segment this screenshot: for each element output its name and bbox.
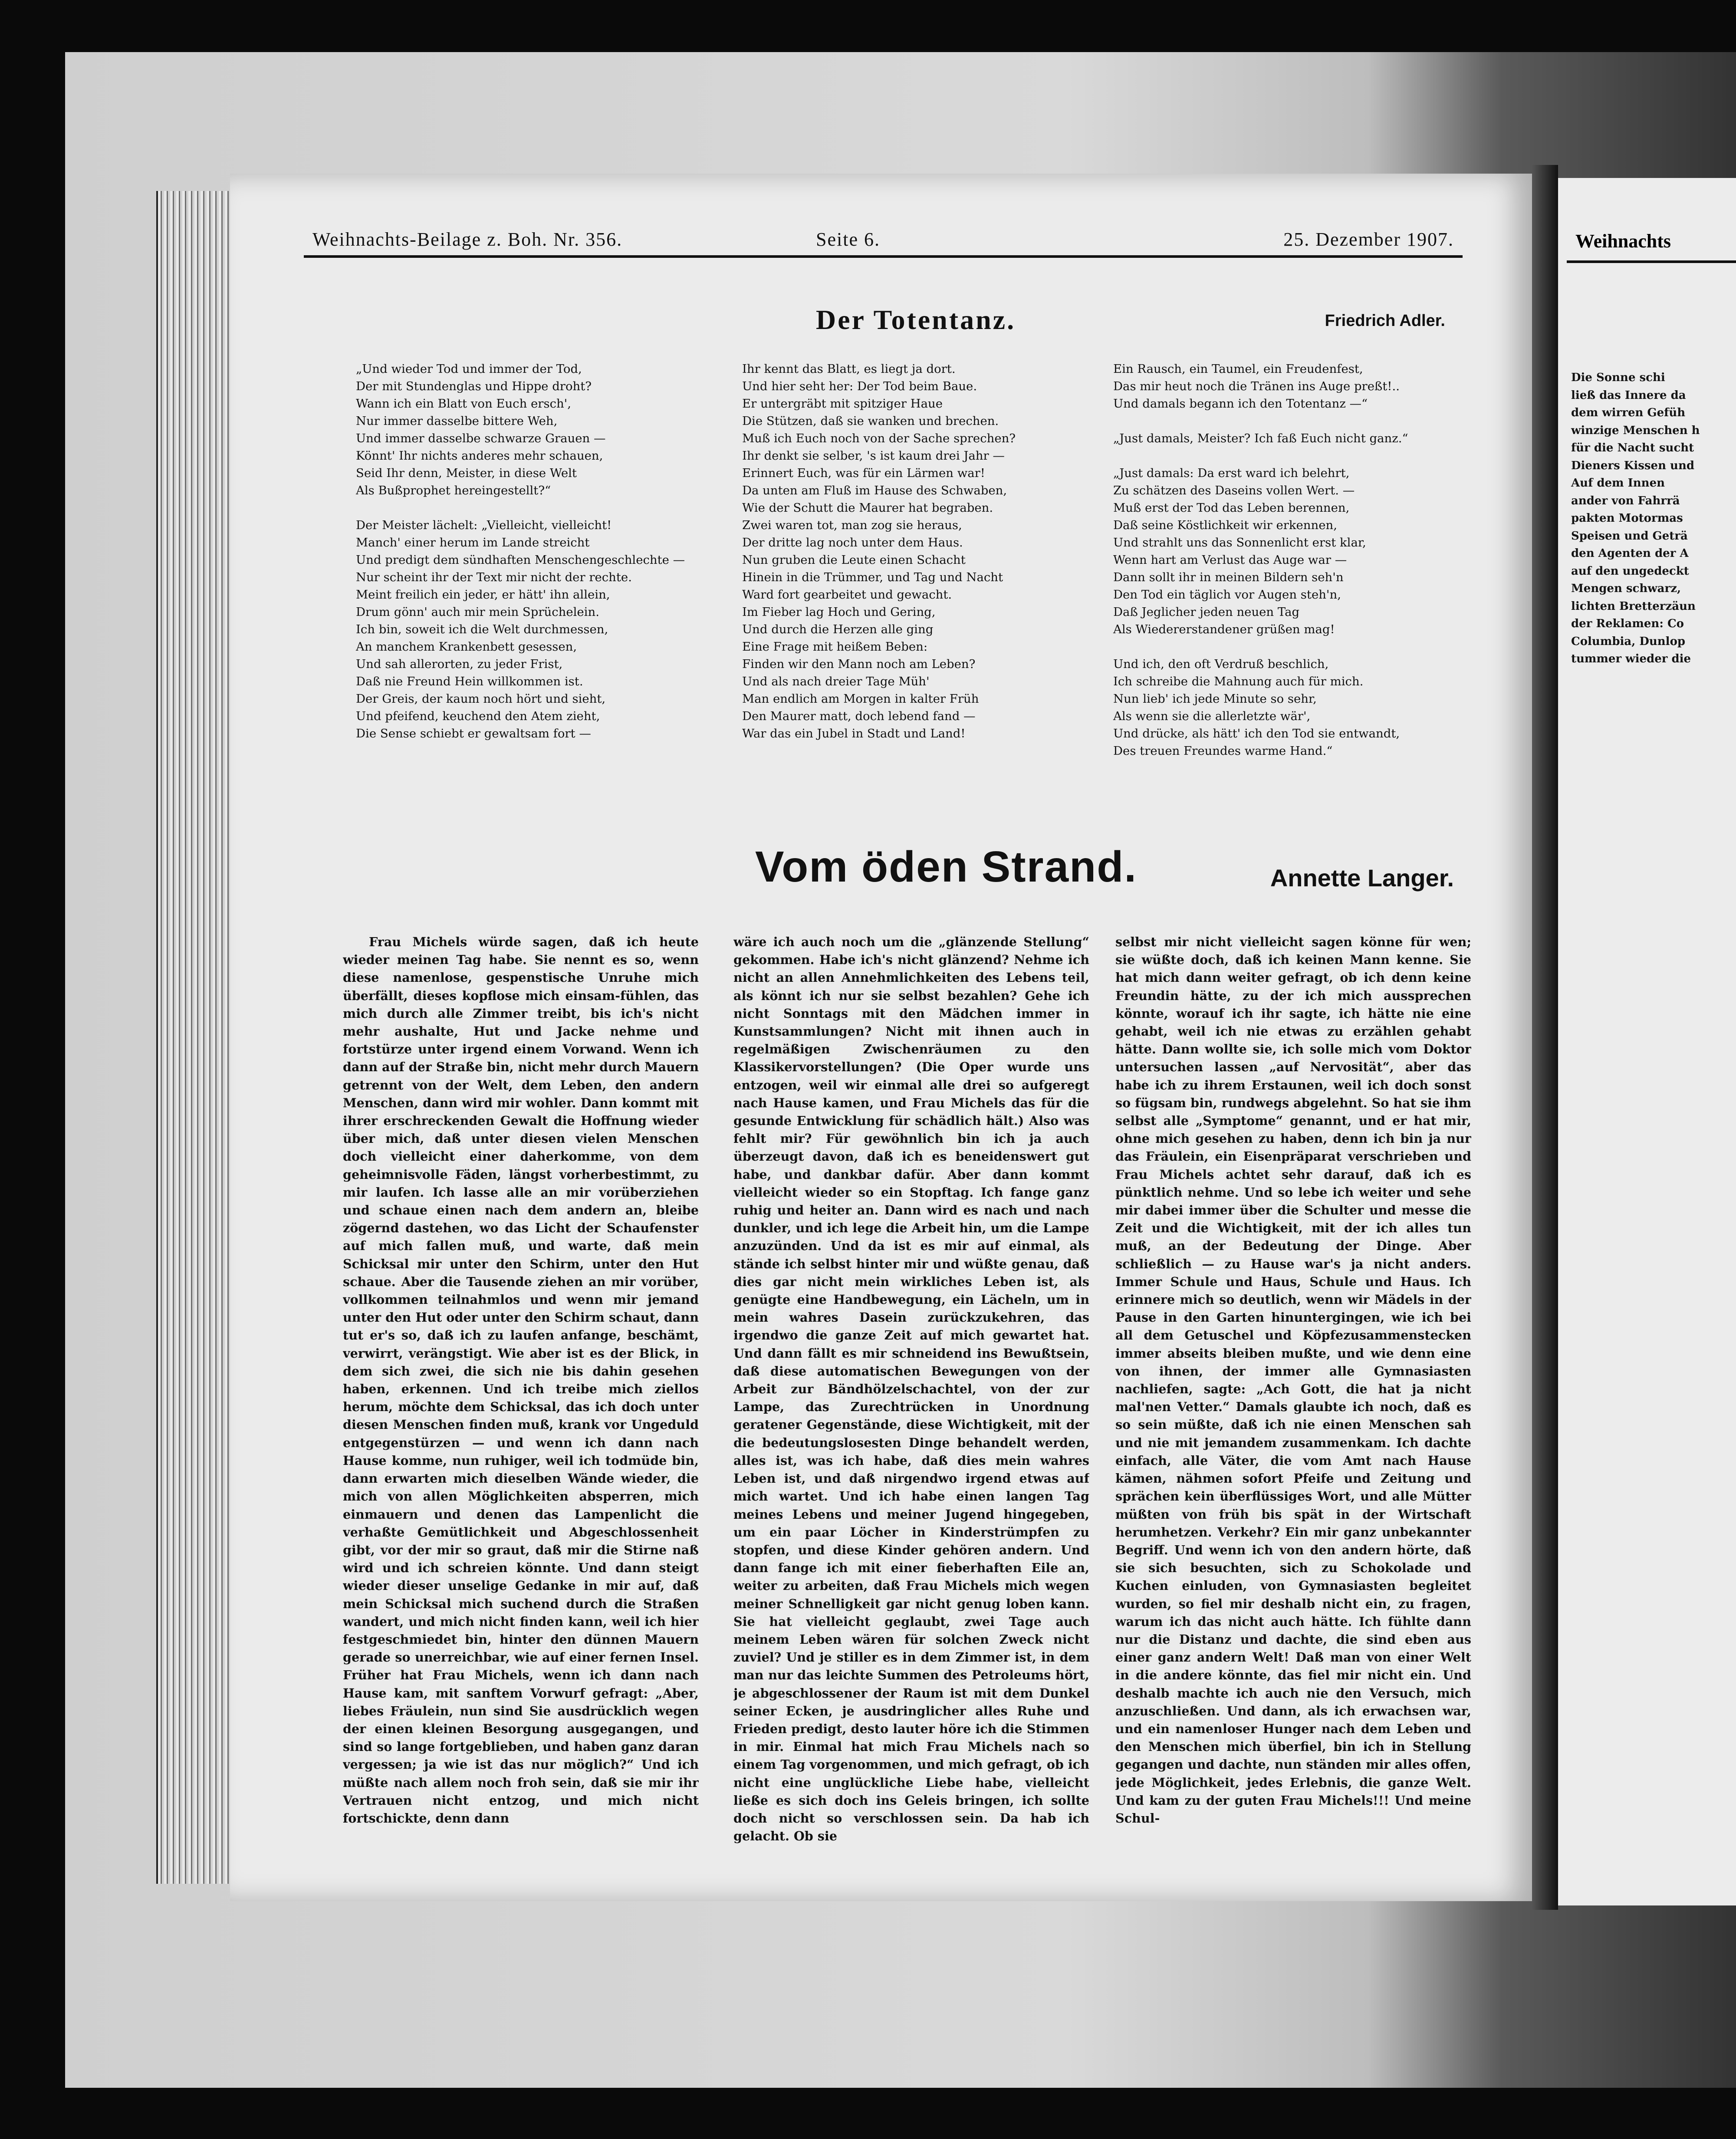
story-column-3	[1115, 933, 1471, 1849]
text-line: Und predigt dem sündhaften Menschengeschlechte —	[356, 553, 685, 567]
text-line: der Reklamen: Co	[1571, 617, 1684, 630]
text-line: Finden wir den Mann noch am Leben?	[742, 657, 976, 671]
adjacent-page	[1558, 178, 1736, 1905]
text-line: den Agenten der A	[1571, 547, 1689, 560]
text-line	[1113, 412, 1408, 430]
text-line: Muß erst der Tod das Leben berennen,	[1113, 501, 1350, 515]
adjacent-header-rule	[1567, 260, 1736, 263]
story-column-1	[343, 933, 699, 1849]
text-line: An manchem Krankenbett gesessen,	[356, 640, 577, 654]
text-line: Daß seine Köstlichkeit wir erkennen,	[1113, 518, 1337, 532]
text-line: Und strahlt uns das Sonnenlicht erst klar,	[1113, 536, 1366, 550]
text-line: Könnt' Ihr nichts anderes mehr schauen,	[356, 449, 603, 463]
text-line: Und pfeifend, keuchend den Atem zieht,	[356, 709, 600, 723]
text-line: Als Bußprophet hereingestellt?“	[356, 484, 551, 497]
adjacent-page-header: Weihnachts	[1575, 230, 1671, 252]
text-line: Ich bin, soweit ich die Welt durchmessen,	[356, 622, 608, 636]
text-line: für die Nacht sucht	[1571, 441, 1694, 454]
text-line: tummer wieder die	[1571, 652, 1691, 665]
text-line: Man endlich am Morgen in kalter Früh	[742, 692, 979, 706]
text-line: Und immer dasselbe schwarze Grauen —	[356, 431, 606, 445]
text-line: Seid Ihr denn, Meister, in diese Welt	[356, 466, 577, 480]
text-line: lichten Bretterzäun	[1571, 599, 1696, 613]
text-line: „Just damals: Da erst ward ich belehrt,	[1113, 466, 1350, 480]
text-line: Hinein in die Trümmer, und Tag und Nacht	[742, 570, 1003, 584]
text-line: „Und wieder Tod und immer der Tod,	[356, 362, 582, 376]
text-line: Da unten am Fluß im Hause des Schwaben,	[742, 484, 1007, 497]
text-line	[356, 499, 685, 517]
newspaper-page	[230, 174, 1532, 1901]
text-line	[1113, 447, 1408, 464]
text-line: Nur immer dasselbe bittere Weh,	[356, 414, 558, 428]
text-line: dem wirren Gefüh	[1571, 406, 1686, 419]
text-line: Nun gruben die Leute einen Schacht	[742, 553, 966, 567]
text-line: Wann ich ein Blatt von Euch ersch',	[356, 397, 571, 411]
story-author: Annette Langer.	[1270, 864, 1454, 892]
text-line: Im Fieber lag Hoch und Gering,	[742, 605, 936, 619]
text-line: Und hier seht her: Der Tod beim Baue.	[742, 379, 977, 393]
adjacent-page-text	[1571, 369, 1736, 668]
story-text: wäre ich auch noch um die „glänzende Stellung“ gekommen. Habe ich's nicht glänzend? Nehme ich nicht an allen Annehmlichkeiten des Lebens teil, als könnt ich nur sie selbst bezahlen? Gehe ich nicht Sonntags mit den Mädchen immer in Kunstsammlungen? Nicht mit ihnen auch in regelmäßigen Zwischenräumen zu den Klassikervorstellungen? (Die Oper wurde uns entzogen, weil wir einmal alle drei so aufgeregt nach Hause kamen, und Frau Michels das für die gesunde Entwicklung für schädlich hält.) Also was fehlt mir? Für gewöhnlich bin ich ja auch überzeugt davon, daß ich es beneidenswert gut habe, und dankbar dafür. Aber dann kommt vielleicht wieder so ein Stopftag. Ich fange ganz ruhig und heiter an. Dann wird es nach und nach dunkler, und ich lege die Arbeit hin, um die Lampe anzuzünden. Und da ist es mir auf einmal, als stände ich selbst hinter mir und wüßte genau, daß dies gar nicht mein wirkliches Leben ist, als genügte eine Handbewegung, ein Lächeln, um in mein wahres Dasein zurückzukehren, das irgendwo die ganze Zeit auf mich gewartet hat. Und dann fällt es mir schneidend ins Bewußtsein, daß diese automatischen Bewegungen von der Arbeit zur Bändhölzelschachtel, von der zur Lampe, das Zurechtrücken in Unordnung geratener Gegenstände, diese Wichtigkeit, mit der die bedeutungslosesten Dinge behandelt werden, alles ist, was ich habe, daß dies mein wahres Leben ist, und daß nirgendwo irgend etwas auf mich wartet. Und ich habe einen langen Tag meines Lebens und meiner Jugend hingegeben, um ein paar Löcher in Kinderstrümpfen zu stopfen, und diese Kinder gehören andern. Und dann fange ich mit einer fieberhaften Eile an, weiter zu arbeiten, daß Frau Michels mich wegen meiner Schnelligkeit gar nicht genug loben kann. Sie hat vielleicht geglaubt, zwei Tage auch meinem Leben wären für solchen Zweck nicht zuviel? Und je stiller es in dem Zimmer ist, in dem man nur das leichte Summen des Petroleums hört, je abgeschlossener der Raum ist mit dem Dunkel seiner Ecken, je ausdringlicher alles Ruhe und Frieden predigt, desto lauter höre ich die Stimmen in mir. Einmal hat mich Frau Michels nach so einem Tag vorgenommen, und mich gefragt, ob ich nicht eine unglückliche Liebe habe, vielleicht ließe es sich doch ins Geleis bringen, ich sollte doch nicht so verschlossen sein. Da hab ich gelacht. Ob sie	[733, 935, 1089, 1844]
poem-column-2	[742, 360, 1016, 742]
poem-column-1	[356, 360, 685, 742]
text-line: ließ das Innere da	[1571, 388, 1686, 402]
text-line: Des treuen Freundes warme Hand.“	[1113, 744, 1333, 758]
header-page-number: Seite 6.	[816, 229, 880, 250]
text-line: Und damals begann ich den Totentanz —“	[1113, 397, 1368, 411]
text-line: Mengen schwarz,	[1571, 582, 1681, 595]
text-line: Ihr denkt sie selber, 's ist kaum drei Jahr —	[742, 449, 1005, 463]
text-line: Meint freilich ein jeder, er hätt' ihn allein,	[356, 588, 610, 602]
text-line: Und ich, den oft Verdruß beschlich,	[1113, 657, 1329, 671]
header-date: 25. Dezember 1907.	[1283, 229, 1454, 250]
text-line: Speisen und Geträ	[1571, 529, 1688, 543]
text-line: Als wenn sie die allerletzte wär',	[1113, 709, 1311, 723]
text-line: Wenn hart am Verlust das Auge war —	[1113, 553, 1347, 567]
text-line: Dann sollt ihr in meinen Bildern seh'n	[1113, 570, 1344, 584]
text-line: Den Tod ein täglich vor Augen steh'n,	[1113, 588, 1341, 602]
poem-title: Der Totentanz.	[815, 304, 1016, 335]
text-line: „Just damals, Meister? Ich faß Euch nicht ganz.“	[1113, 431, 1408, 445]
text-line: Als Wiedererstandener grüßen mag!	[1113, 622, 1335, 636]
text-line: Auf dem Innen	[1571, 477, 1665, 490]
text-line: Eine Frage mit heißem Beben:	[742, 640, 928, 654]
text-line: Nun lieb' ich jede Minute so sehr,	[1113, 692, 1317, 706]
text-line: Der Meister lächelt: „Vielleicht, vielleicht!	[356, 518, 612, 532]
text-line: Ward fort gearbeitet und gewacht.	[742, 588, 952, 602]
text-line: Der Greis, der kaum noch hört und sieht,	[356, 692, 606, 706]
text-line: Ein Rausch, ein Taumel, ein Freudenfest,	[1113, 362, 1363, 376]
text-line: Erinnert Euch, was für ein Lärmen war!	[742, 466, 985, 480]
text-line: Und drücke, als hätt' ich den Tod sie entwandt,	[1113, 727, 1400, 740]
story-text: Frau Michels würde sagen, daß ich heute wieder meinen Tag habe. Sie nennt es so, wenn diese namenlose, gespenstische Unruhe mich überfällt, dieses kopflose mich einsam-fühlen, das mich durch alle Zimmer treibt, bis ich's nicht mehr aushalte, Hut und Jacke nehme und fortstürze unter irgend einem Vorwand. Wenn ich dann auf der Straße bin, nicht mehr durch Mauern getrennt von der Welt, dem Leben, den andern Menschen, dann wird mir wohler. Dann kommt mit ihrer erschreckenden Gewalt die Hoffnung wieder über mich, daß unter diesen vielen Menschen doch vielleicht einer daherkomme, von dem geheimnisvolle Fäden, längst vorherbestimmt, zu mir laufen. Ich lasse alle an mir vorüberziehen und schaue einen nach dem andern an, bleibe zögernd dastehen, wo das Licht der Schaufenster auf mich fallen muß, und warte, daß mein Schicksal mir unter den Schirm, unter den Hut schaue. Aber die Tausende ziehen an mir vorüber, vollkommen teilnahmlos und wenn mir jemand unter den Hut oder unter den Schirm schaut, dann tut er's so, daß ich zu laufen anfange, beschämt, verwirrt, verängstigt. Wie aber ist es der Blick, in dem sich zwei, die sich nie bis dahin gesehen haben, erkennen. Und ich treibe mich ziellos herum, möchte dem Schicksal, das ich doch unter diesen Menschen finden muß, krank vor Ungeduld entgegenstürzen — und wenn ich dann nach Hause komme, nun ruhiger, weil ich todmüde bin, dann erwarten mich dieselben Wände wieder, die mich von allen Möglichkeiten absperren, mich einmauern und denen das Lampenlicht die verhaßte Gemütlichkeit und Abgeschlossenheit gibt, vor der mir so graut, daß mir die Stirne naß wird und ich schreien könnte. Und dann steigt wieder dieser unselige Gedanke in mir auf, daß mein Schicksal mich suchend durch die Straßen wandert, und mich nicht finden kann, weil ich hier festgeschmiedet bin, hinter den dünnen Mauern gerade so unerreichbar, wie auf einer fernen Insel. Früher hat Frau Michels, wenn ich dann nach Hause kam, mit sanftem Vorwurf gefragt: „Aber, liebes Fräulein, nun sind Sie ausdrücklich wegen der einen kleinen Besorgung ausgegangen, und sind so lange fortgeblieben, und haben ganz daran vergessen; ja wie ist das nur möglich?“ Und ich müßte nach allem noch froh sein, daß sie mir ihr Vertrauen nicht entzog, und mich nicht fortschickte, denn dann	[343, 935, 699, 1826]
text-line: Ich schreibe die Mahnung auch für mich.	[1113, 675, 1364, 688]
text-line: Und sah allerorten, zu jeder Frist,	[356, 657, 563, 671]
text-line: Wie der Schutt die Maurer hat begraben.	[742, 501, 993, 515]
text-line: Muß ich Euch noch von der Sache sprechen?	[742, 431, 1016, 445]
poem-column-3	[1113, 360, 1408, 760]
text-line: Die Stützen, daß sie wanken und brechen.	[742, 414, 999, 428]
text-line: Dieners Kissen und	[1571, 459, 1695, 472]
text-line: Columbia, Dunlop	[1571, 635, 1686, 648]
text-line: pakten Motormas	[1571, 512, 1683, 525]
book-gutter	[1532, 165, 1558, 1910]
text-line: Die Sense schiebt er gewaltsam fort —	[356, 727, 591, 740]
text-line: Er untergräbt mit spitziger Haue	[742, 397, 943, 411]
text-line: Und durch die Herzen alle ging	[742, 622, 934, 636]
text-line	[1113, 638, 1408, 655]
story-column-2	[733, 933, 1089, 1849]
text-line: winzige Menschen h	[1571, 424, 1700, 437]
text-line: Drum gönn' auch mir mein Sprüchelein.	[356, 605, 599, 619]
story-text: selbst mir nicht vielleicht sagen könne für wen; sie wüßte doch, daß ich keinen Mann kenne. Sie hat mich dann weiter gefragt, ob ich denn keine Freundin hätte, zu der ich mich aussprechen könnte, worauf ich ihr sagte, ich hätte nie eine gehabt, weil ich nie etwas zu erzählen gehabt hätte. Dann wollte sie, ich solle mich vom Doktor untersuchen lassen „auf Nervosität“, aber das habe ich zu ihrem Erstaunen, weil ich doch sonst so fügsam bin, rundwegs abgelehnt. So hat sie ihm selbst alle „Symptome“ genannt, und er hat mir, ohne mich gesehen zu haben, denn ich bin ja nur das Fräulein, ein Eisenpräparat verschrieben und Frau Michels achtet sehr darauf, daß ich es pünktlich nehme. Und so lebe ich weiter und sehe mir dabei immer über die Schulter und messe die Zeit und die Wichtigkeit, mit der ich alles tun muß, an der Bedeutung der Dinge. Aber schließlich — zu Hause war's ja nicht anders. Immer Schule und Haus, Schule und Haus. Ich erinnere mich so deutlich, wenn wir Mädels in der Pause in den Garten hinuntergingen, wie ich bei all dem Getuschel und Köpfezusammenstecken immer abseits bleiben mußte, und wie denn eine von ihnen, der immer alle Gymnasiasten nachliefen, sagte: „Ach Gott, die hat ja nicht mal'nen Vetter.“ Damals glaubte ich noch, daß es so sein müßte, daß ich nie einen Menschen sah und nie mit jemandem zusammenkam. Ich dachte einfach, alle Väter, die vom Amt nach Hause kämen, nähmen sofort Pfeife und Zeitung und sprächen kein überflüssiges Wort, und alle Mütter müßten von früh bis spät in der Wirtschaft herumhetzen. Verkehr? Ein mir ganz unbekannter Begriff. Und wenn ich von den andern hörte, daß sie sich besuchten, sich zu Schokolade und Kuchen einluden, von Gymnasiasten begleitet wurden, so fiel mir deshalb nicht ein, zu fragen, warum ich das nicht auch hätte. Ich fühlte dann nur die Distanz und dachte, die sind eben aus einer ganz andern Welt! Daß man von einer Welt in die andere könnte, das fiel mir nicht ein. Und deshalb machte ich auch nie den Versuch, mich anzuschließen. Und dann, als ich erwachsen war, und ein namenloser Hunger nach dem Leben und den Menschen mich überfiel, bin ich in Stellung gegangen und dachte, nun ständen mir alles offen, jede Möglichkeit, jedes Erlebnis, die ganze Welt. Und kam zu der guten Frau Michels!!! Und meine Schul-	[1115, 935, 1471, 1826]
text-line: ander von Fahrrä	[1571, 494, 1680, 507]
text-line: War das ein Jubel in Stadt und Land!	[742, 727, 966, 740]
text-line: Und als nach dreier Tage Müh'	[742, 675, 930, 688]
text-line: auf den ungedeckt	[1571, 564, 1689, 578]
header-supplement: Weihnachts-Beilage z. Boh. Nr. 356.	[312, 229, 623, 250]
text-line: Nur scheint ihr der Text mir nicht der rechte.	[356, 570, 632, 584]
poem-author: Friedrich Adler.	[1325, 312, 1445, 330]
text-line: Der dritte lag noch unter dem Haus.	[742, 536, 963, 550]
text-line: Daß Jeglicher jeden neuen Tag	[1113, 605, 1300, 619]
story-title: Vom öden Strand.	[755, 842, 1138, 891]
text-line: Ihr kennt das Blatt, es liegt ja dort.	[742, 362, 956, 376]
running-header	[304, 225, 1463, 258]
text-line: Zwei waren tot, man zog sie heraus,	[742, 518, 962, 532]
text-line: Den Maurer matt, doch lebend fand —	[742, 709, 976, 723]
text-line: Daß nie Freund Hein willkommen ist.	[356, 675, 583, 688]
text-line: Manch' einer herum im Lande streicht	[356, 536, 590, 550]
text-line: Die Sonne schi	[1571, 371, 1665, 384]
text-line: Der mit Stundenglas und Hippe droht?	[356, 379, 592, 393]
text-line: Das mir heut noch die Tränen ins Auge preßt!..	[1113, 379, 1400, 393]
text-line: Zu schätzen des Daseins vollen Wert. —	[1113, 484, 1355, 497]
book-page-edges	[156, 191, 232, 1884]
